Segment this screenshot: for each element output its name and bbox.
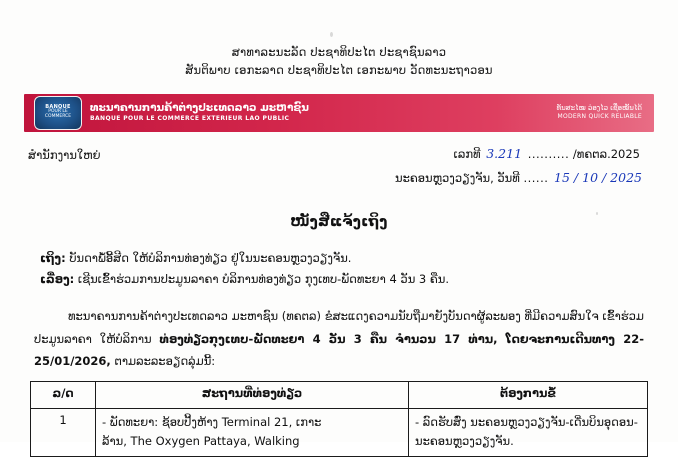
table-col-note: ຕ້ອງການຂໍ້ [409,381,648,408]
bank-letterhead [24,94,654,132]
table-cell-place-line-1: - ພັດທະຍາ: ຊ້ອບປິ້ງຫ້າງ Terminal 21, ເກາະ [102,414,322,429]
table-header [31,381,648,408]
table-col-no: ລ/ດ [31,381,96,408]
document-number-value: 3.211 [486,145,523,161]
subject-block [40,248,638,292]
scan-speck [330,32,333,37]
document-date [395,170,644,185]
gov-line-motto: ສັນຕິພາບ ເອກະລາດ ປະຊາທິປະໄຕ ເອກະພາບ ວັດທະນະຖາວອນ [185,62,493,77]
table-cell-place [96,408,409,456]
table-row [31,408,648,456]
table-header-row [31,381,648,408]
bank-slogan-english: MODERN QUICK RELIABLE [557,113,642,121]
bank-slogan-block [556,104,642,121]
table-cell-place-line-2: ລ້ານ, The Oxygen Pattaya, Walking [102,434,300,449]
document-number [454,146,640,161]
subject-to-label: ເຖິງ: [40,250,66,265]
scan-speck [596,212,598,215]
document-date-dots: ...... [523,170,549,185]
document-number-suffix: /ທຄຕລ.2025 [572,146,640,161]
document-date-label: ນະຄອນຫຼວງວຽງຈັນ, ວັນທີ [395,170,520,185]
bank-slogan-lao: ທັນສະໄໝ ວ່ອງໄວ ເຊື່ອໝັ້ນໄດ້ [556,104,642,113]
gov-line-country: ສາທາລະນະລັດ ປະຊາທິປະໄຕ ປະຊາຊົນລາວ [231,45,447,59]
paragraph-bold-1: ທ່ອງທ່ຽວກຸງເທບ-ພັດທະຍາ 4 ວັນ 3 ຄືນ ຈຳນວນ 17 ທ່ານ, ໂດຍຈະ [159,331,546,346]
table-body [31,408,648,456]
table-cell-note-line-2: ນະຄອນຫຼວງວຽງຈັນ. [415,434,514,449]
page-title: ໜັງສືແຈ້ງເຖິງ [290,213,388,230]
paragraph-bold-2: ການເດີນທາງ 22-25/01/2026, [34,331,645,369]
subject-re-label: ເລື່ອງ: [40,272,75,287]
document-number-label: ເລກທີ [453,146,481,161]
subject-to-value: ບັນດາພໍ້ອີ້ສີດ ໃຫ້ບໍລິການທ່ອງທ່ຽວ ຢູ່ໃນນະຄອນຫຼວງວຽງຈັນ. [69,250,352,265]
logo-line-1: BANQUE [45,103,71,110]
document-date-value: 15 / 10 / 2025 [554,169,642,185]
document-number-dots: .......... [527,146,570,161]
office-label: ສຳນັກງານໃຫຍ່ [28,147,101,162]
bank-name-block [90,102,309,123]
table-col-place: ສະຖານທີ່ທ່ອງທ່ຽວ [96,381,409,408]
details-table [30,381,648,457]
subject-re-value: ເຊີນເຂົ້າຮ່ວມການປະມູນລາຄາ ບໍລິການທ່ອງທ່ຽວ ກຸງເທບ-ພັດທະຍາ 4 ວັນ 3 ຄືນ. [77,272,450,287]
table-cell-note [409,408,648,456]
subject-to-row [40,248,638,270]
logo-line-2: POUR LE COMMERCE [44,109,72,120]
bank-name-lao: ທະນາຄານການຄ້າຕ່າງປະເທດລາວ ມະຫາຊົນ [90,102,309,115]
bcel-logo-icon [34,96,82,130]
paragraph-text-2: ຕາມລະລະອຽດລຸ່ມນີ້: [110,354,216,369]
document-meta [28,146,650,200]
government-heading [0,0,678,80]
paragraph-text-1: ທະນາຄານການຄ້າຕ່າງປະເທດລາວ ມະຫາຊົນ (ທຄຕລ) ຂໍສະແດງຄວາມນັບຖືມາຍັງບັນດາຜູ້ລະພອງ ທີ່ມີຄວາມສົນໃຈ ເຂົ້າຮ່ວມປະມູນລາຄາ ໃຫ້ບໍລິການ [34,309,644,346]
table-cell-note-line-1: - ລົດຮັບສົ່ງ ນະຄອນຫຼວງວຽງຈັນ-ເດີ່ນບິນອຸດອນ- [415,414,638,429]
bank-name-english: BANQUE POUR LE COMMERCE EXTERIEUR LAO PUBLIC [90,115,290,123]
body-paragraph [34,305,644,372]
subject-re-row [40,269,638,291]
table-cell-no: 1 [31,408,96,456]
